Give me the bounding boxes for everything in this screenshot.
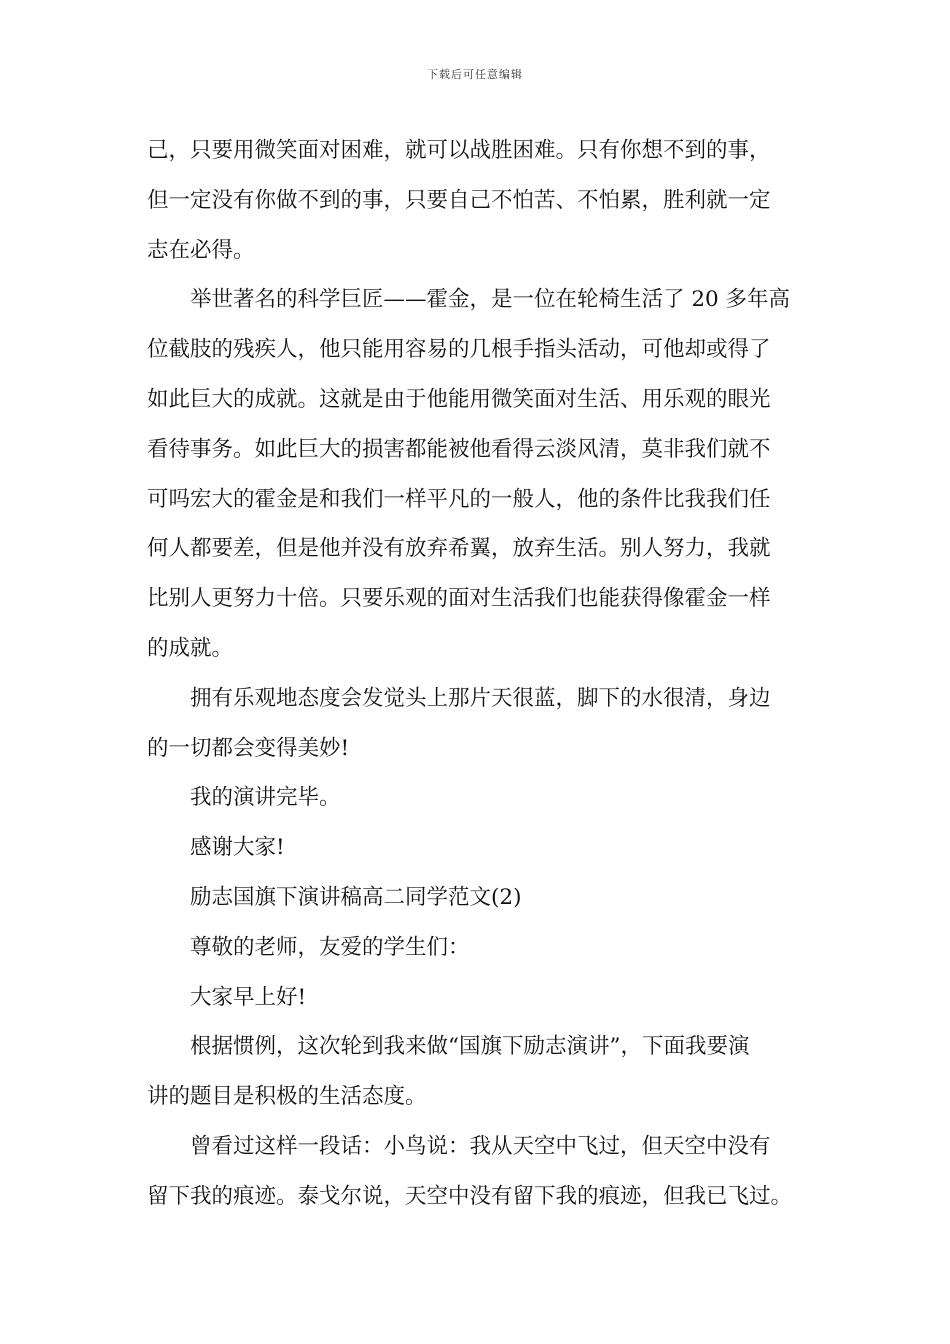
text-line: 己，只要用微笑面对困难，就可以战胜困难。只有你想不到的事， [147,138,771,163]
text-line: 尊敬的老师，友爱的学生们： [190,934,470,960]
text-line: 的一切都会变得美妙! [147,735,350,761]
text-line: 如此巨大的成就。这就是由于他能用微笑面对生活、用乐观的眼光 [147,386,771,412]
text-line: 感谢大家! [190,835,285,861]
document-body [147,126,819,1222]
text-line: 位截肢的残疾人，他只能用容易的几根手指头活动，可他却或得了 [147,337,771,363]
text-line: 曾看过这样一段话：小鸟说：我从天空中飞过，但天空中没有 [190,1133,771,1159]
text-line: 看待事务。如此巨大的损害都能被他看得云淡风清，莫非我们就不 [147,436,771,462]
text-line: 我的演讲完毕。 [190,785,341,811]
text-line: 留下我的痕迹。泰戈尔说，天空中没有留下我的痕迹，但我已飞过。 [147,1183,793,1209]
text-line: 但一定没有你做不到的事，只要自己不怕苦、不怕累，胜利就一定 [147,187,771,213]
text-line: 可吗宏大的霍金是和我们一样平凡的一般人，他的条件比我我们任 [147,486,771,512]
text-line: 根据惯例，这次轮到我来做“国旗下励志演讲”，下面我要演 [190,1034,750,1060]
text-line: 比别人更努力十倍。只要乐观的面对生活我们也能获得像霍金一样 [147,586,771,612]
text-line: 志在必得。 [147,237,255,263]
page-header: 下载后可任意编辑 [427,68,523,81]
text-line: 举世著名的科学巨匠——霍金，是一位在轮椅生活了 20 多年高 [190,287,791,313]
text-line: 拥有乐观地态度会发觉头上那片天很蓝，脚下的水很清，身边 [190,685,771,711]
text-line: 讲的题目是积极的生活态度。 [147,1084,427,1110]
text-line: 大家早上好! [190,984,307,1010]
text-line: 励志国旗下演讲稿高二同学范文(2) [190,884,522,910]
text-line: 的成就。 [147,635,234,661]
text-line: 何人都要差，但是他并没有放弃希翼，放弃生活。别人努力，我就 [147,536,771,562]
